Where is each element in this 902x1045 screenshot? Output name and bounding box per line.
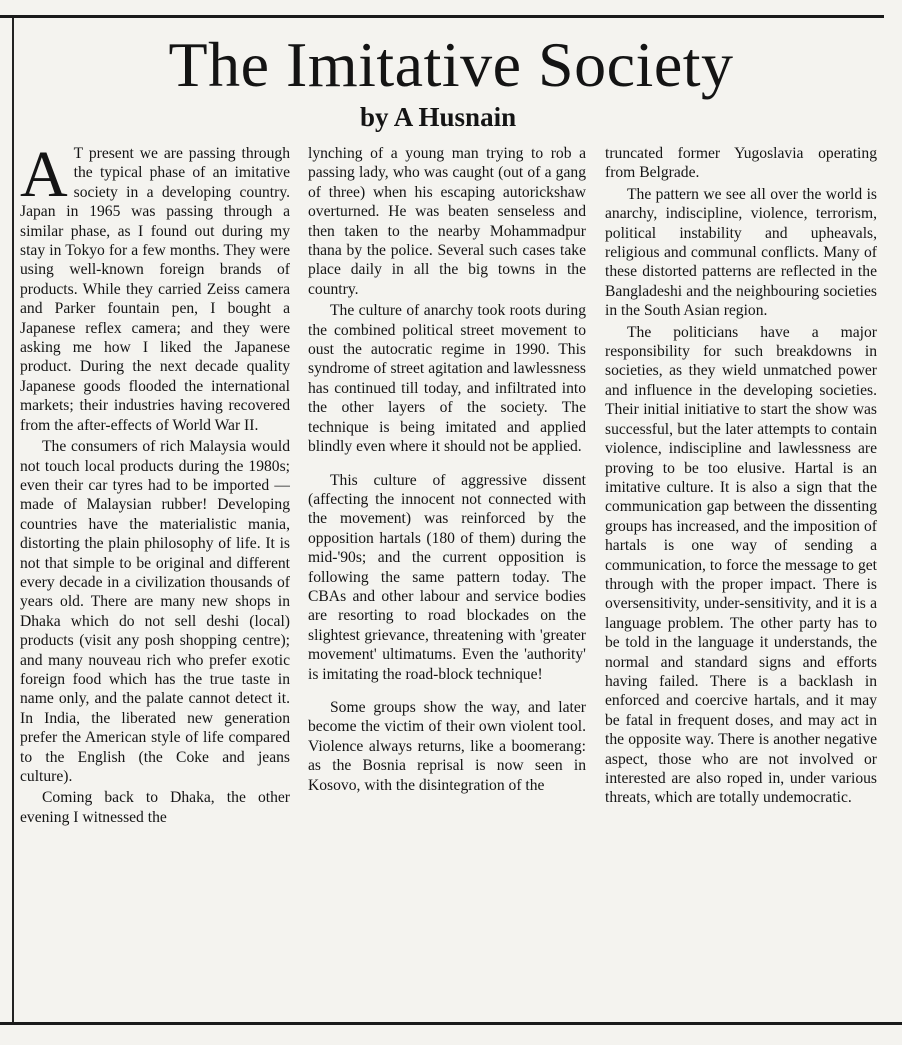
article-headline: The Imitative Society: [168, 29, 734, 100]
paragraph-text: T present we are passing through the typical phase of an imitative society in a developing country. Japan in 1965 was passing through a similar phase, as I found out during my stay in Tokyo for a few months. They were using well-known foreign brands of products. While they carried Zeiss camera and Parker fountain pen, I bought a Japanese reflex camera; and they were asking me how I liked the Japanese product. During the next decade quality Japanese goods flooded the international markets; their industries having recovered from the after-effects of World War II.: [20, 145, 290, 434]
bottom-rule: [0, 1022, 902, 1025]
paragraph: Coming back to Dhaka, the other evening I witnessed the: [20, 789, 290, 826]
drop-cap: A: [20, 144, 68, 211]
paragraph: This culture of aggressive dissent (affecting the innocent not connected with the movement) was reinforced by the opposition hartals (180 of them) during the mid-'90s; and the current opposition is following the same pattern today. The CBAs and other labour and service bodies are resorting to road blockades on the slightest grievance, threatening with 'greater movement' ultimatums. Even the 'authority' is imitating the road-block technique!: [308, 471, 586, 683]
left-column-rule: [12, 18, 14, 1022]
paragraph: truncated former Yugoslavia operating from Belgrade.: [605, 145, 877, 182]
article-column-1: [20, 144, 290, 1018]
paragraph: Some groups show the way, and later become the victim of their own violent tool. Violence always returns, like a boomerang: as the Bosnia reprisal is now seen in Kosovo, with the disintegration of the: [308, 698, 586, 794]
paragraph: lynching of a young man trying to rob a passing lady, who was caught (out of a gang of three) when his escaping autorickshaw overturned. He was beaten senseless and then taken to the nearby Mohammadpur thana by the police. Several such cases take place daily in all the big towns in the country.: [308, 145, 586, 298]
paragraph: The culture of anarchy took roots during the combined political street movement to oust the autocratic regime in 1990. This syndrome of street agitation and lawlessness has continued till today, and infiltrated into the other layers of the society. The technique is being imitated and applied blindly even where it should not be applied.: [308, 302, 586, 456]
article-column-2: [308, 144, 586, 1018]
paragraph: The pattern we see all over the world is anarchy, indiscipline, violence, terrorism, political instability and upheavals, religious and communal conflicts. Many of these distorted patterns are reflected in the Bangladeshi and the neighbouring societies in the South Asian region.: [605, 185, 877, 320]
paragraph: The consumers of rich Malaysia would not touch local products during the 1980s; even their car tyres had to be imported — made of Malaysian rubber! Developing countries have the materialistic mania, distorting the plain philosophy of life. It is not that simple to be original and different every decade in a civilization thousands of years old. There are many new shops in Dhaka which do not sell deshi (local) products (visit any posh shopping centre); and many nouveau rich who prefer exotic foreign food which has the true taste in name only, and the palate cannot detect it. In India, the liberated new generation prefer the American style of life compared to the English (the Coke and jeans culture).: [20, 438, 290, 785]
top-rule: [0, 15, 884, 18]
paragraph: [20, 144, 290, 435]
paragraph: The politicians have a major responsibility for such breakdowns in societies, as they wield unmatched power and influence in the developing societies. Their initial initiative to start the show was successful, but the later attempts to contain violence, indiscipline and lawlessness are proving to be too elusive. Hartal is an imitative culture. It is also a sign that the communication gap between the dissenting groups has increased, and the imposition of hartals is one way of sending a communication, to force the message to get through with the proper impact. There is oversensitivity, under-sensitivity, and it is a language problem. The other party has to be told in the language it understands, the normal and standard signs and efforts having failed. There is a backlash in enforced and coercive hartals, and it may be fatal in frequent doses, and may act in the opposite way. There is another negative aspect, those who are not involved or interested are also roped in, under various threats, which are totally undemocratic.: [605, 323, 877, 807]
article-column-3: [605, 144, 877, 1018]
article-byline: by A Husnain: [360, 102, 517, 132]
